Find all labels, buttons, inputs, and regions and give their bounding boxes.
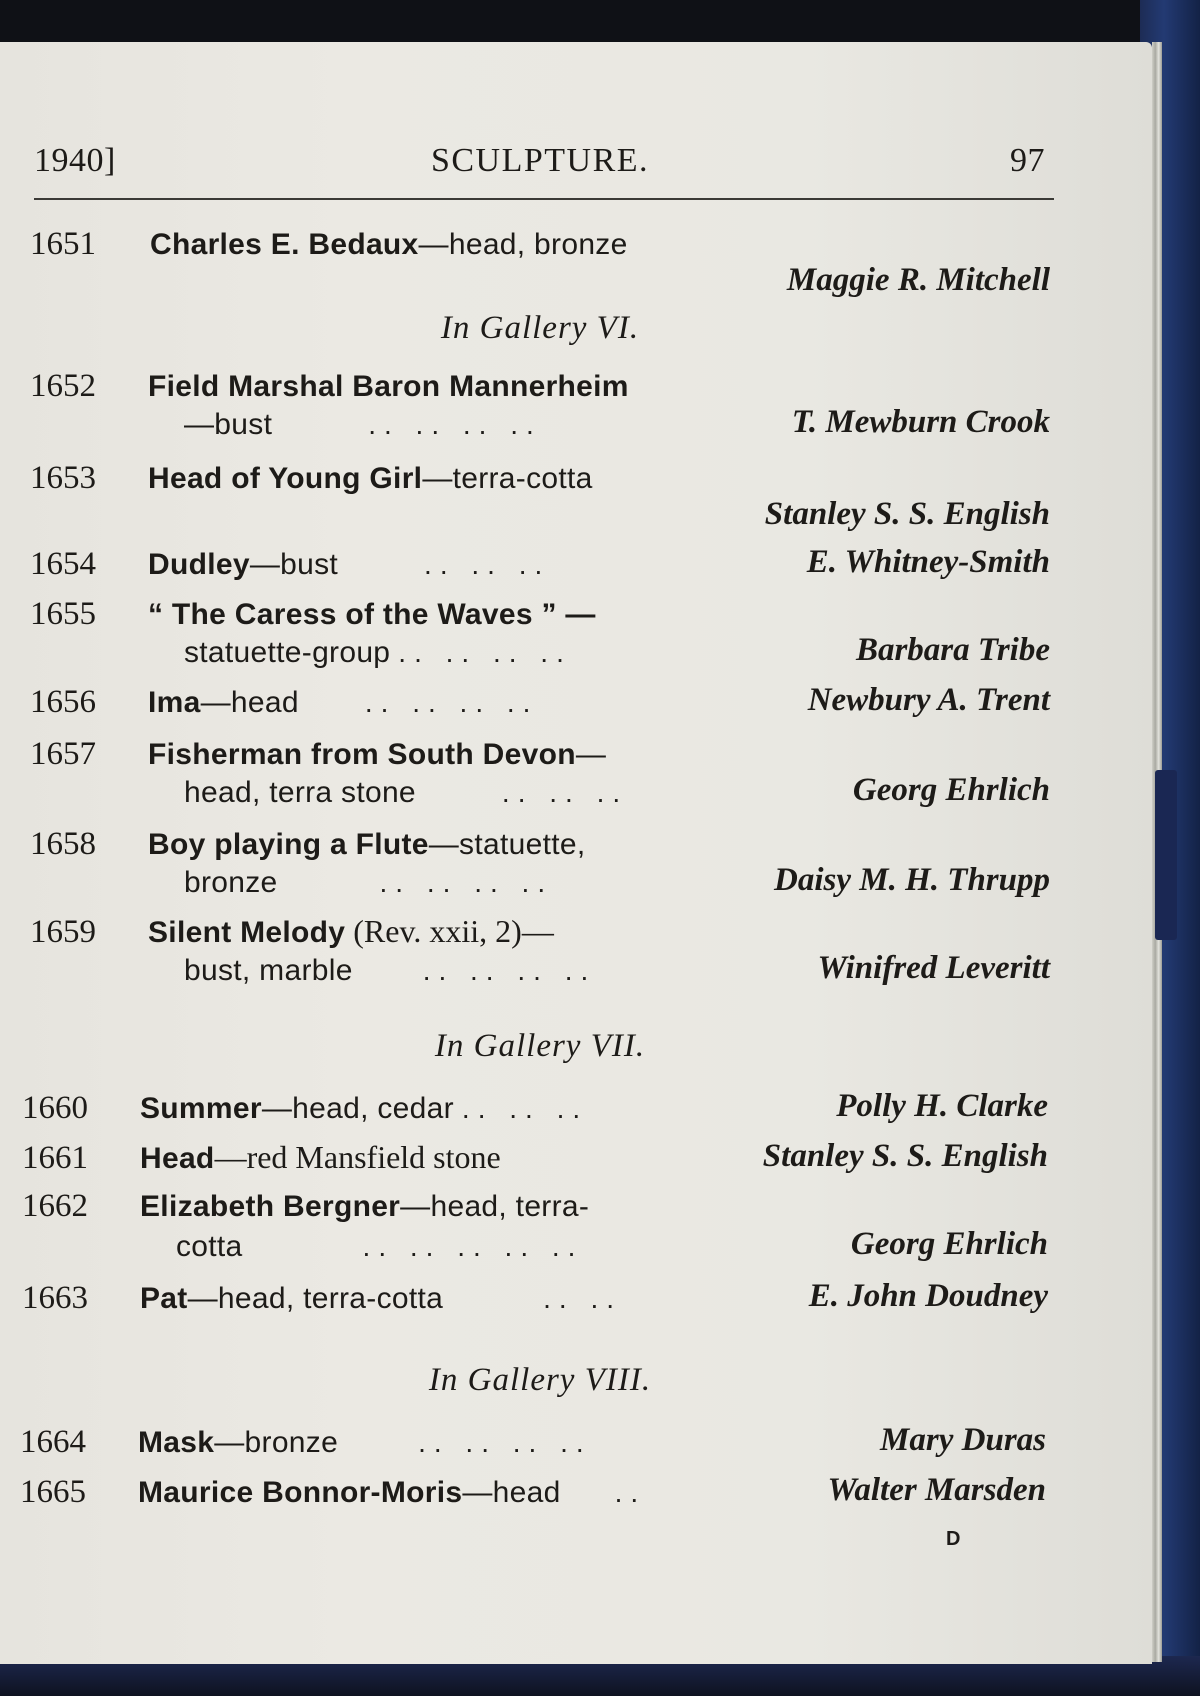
leader-dots: .. .. .. [501, 777, 629, 808]
leader-dots: .. .. .. .. .. [362, 1231, 584, 1262]
entry-number: 1654 [30, 546, 96, 582]
leader-dots: .. .. .. .. [418, 1427, 592, 1458]
leader-dots: .. .. .. .. [368, 409, 542, 440]
entry-artist: Winifred Leveritt [817, 950, 1050, 986]
leader-dots: .. .. .. .. [379, 867, 554, 898]
leader-dots: .. .. .. [424, 549, 551, 580]
entry-artist: Newbury A. Trent [807, 682, 1050, 718]
entry-artist: Mary Duras [880, 1422, 1046, 1458]
entry-title: Silent Melody [148, 916, 346, 949]
entry-description: —bust [249, 548, 339, 581]
entry-continuation [176, 1226, 583, 1266]
catalogue-entry [22, 1138, 501, 1178]
entry-description: —head, cedar [261, 1092, 454, 1125]
entry-description: —head, terra- [400, 1190, 590, 1223]
entry-number: 1662 [22, 1188, 88, 1224]
entry-artist: T. Mewburn Crook [791, 404, 1050, 440]
entry-description: —statuette, [428, 828, 586, 861]
entry-title: Boy playing a Flute [148, 828, 429, 861]
entry-title: Elizabeth Bergner [140, 1190, 401, 1223]
catalogue-entry [30, 824, 585, 864]
leader-dots: .. .. [543, 1283, 623, 1314]
catalogue-entry [30, 458, 593, 498]
leader-dots: .. .. .. [461, 1093, 589, 1124]
entry-description: —head, terra-cotta [187, 1282, 444, 1315]
entry-continuation [184, 862, 553, 902]
entry-artist: E. Whitney-Smith [806, 544, 1050, 580]
catalogue-entry [30, 594, 596, 634]
entry-number: 1659 [30, 914, 96, 950]
gallery-heading: In Gallery VIII. [428, 1362, 652, 1398]
catalogue-entry [30, 682, 538, 722]
entry-continuation [184, 404, 542, 444]
catalogue-entry [22, 1278, 622, 1318]
entry-continuation [184, 772, 628, 812]
entry-number: 1661 [22, 1140, 88, 1176]
running-head-title: SCULPTURE. [430, 142, 650, 179]
entry-artist: Stanley S. S. English [764, 496, 1050, 532]
entry-description-continued: cotta [176, 1230, 243, 1263]
entry-continuation [184, 632, 572, 672]
entry-description: (Rev. xxii, 2)— [353, 913, 554, 949]
entry-description: statuette-group [184, 636, 391, 669]
entry-number: 1660 [22, 1090, 88, 1126]
running-head-year: 1940] [34, 142, 116, 179]
entry-artist: Barbara Tribe [855, 632, 1050, 668]
catalogue-entry [30, 912, 554, 952]
entry-artist: E. John Doudney [808, 1278, 1048, 1314]
entry-description-continued: bronze [184, 866, 278, 899]
entry-artist: Polly H. Clarke [836, 1088, 1048, 1124]
entry-description: —head [200, 686, 299, 719]
entry-title: Field Marshal Baron Mannerheim [148, 370, 629, 403]
entry-title: Head of Young Girl [148, 462, 423, 495]
entry-title: Head [140, 1142, 215, 1175]
bookmark-ribbon [1155, 770, 1177, 940]
entry-description: —bust [184, 408, 273, 441]
entry-number: 1651 [30, 226, 96, 262]
leader-dots: .. [614, 1477, 647, 1508]
catalogue-entry [30, 734, 606, 774]
catalogue-entry [30, 544, 550, 584]
entry-description: —red Mansfield stone [214, 1139, 501, 1175]
entry-number: 1663 [22, 1280, 88, 1316]
leader-dots: .. .. .. .. [398, 637, 572, 668]
gallery-heading: In Gallery VI. [440, 310, 640, 346]
entry-number: 1656 [30, 684, 96, 720]
entry-number: 1664 [20, 1424, 86, 1460]
entry-description: —head, bronze [418, 228, 628, 261]
entry-title: Pat [140, 1282, 188, 1315]
catalogue-entry [20, 1472, 646, 1512]
entry-number: 1658 [30, 826, 96, 862]
entry-description: — [575, 738, 607, 771]
entry-title: Maurice Bonnor-Moris [138, 1476, 463, 1509]
gallery-heading: In Gallery VII. [434, 1028, 646, 1064]
entry-artist: Walter Marsden [827, 1472, 1046, 1508]
entry-artist: Daisy M. H. Thrupp [774, 862, 1050, 898]
entry-number: 1653 [30, 460, 96, 496]
entry-title: Summer [140, 1092, 262, 1125]
catalogue-entry [22, 1088, 588, 1128]
entry-artist: Georg Ehrlich [850, 1226, 1048, 1262]
entry-title: “ The Caress of the Waves ” — [148, 598, 596, 631]
entry-number: 1652 [30, 368, 96, 404]
entry-title: Ima [148, 686, 201, 719]
entry-description: —bronze [214, 1426, 339, 1459]
entry-continuation [184, 950, 596, 990]
entry-number: 1657 [30, 736, 96, 772]
entry-description-continued: bust, marble [184, 954, 353, 987]
entry-artist: Stanley S. S. English [762, 1138, 1048, 1174]
entry-title: Dudley [148, 548, 250, 581]
entry-artist: Georg Ehrlich [852, 772, 1050, 808]
entry-description: —head [462, 1476, 561, 1509]
entry-number: 1665 [20, 1474, 86, 1510]
entry-number: 1655 [30, 596, 96, 632]
leader-dots: .. .. .. .. [364, 687, 539, 718]
entry-title: Charles E. Bedaux [150, 228, 419, 261]
catalogue-entry [22, 1186, 589, 1226]
signature-mark: D [946, 1528, 961, 1550]
catalogue-entry [30, 224, 628, 264]
entry-artist: Maggie R. Mitchell [786, 262, 1050, 298]
entry-description: —terra-cotta [422, 462, 593, 495]
entry-title: Fisherman from South Devon [148, 738, 576, 771]
catalogue-entry [30, 366, 629, 406]
catalogue-entry [20, 1422, 592, 1462]
page-number: 97 [1010, 142, 1045, 179]
leader-dots: .. .. .. .. [422, 955, 597, 986]
entry-title: Mask [138, 1426, 215, 1459]
entry-description-continued: head, terra stone [184, 776, 416, 809]
